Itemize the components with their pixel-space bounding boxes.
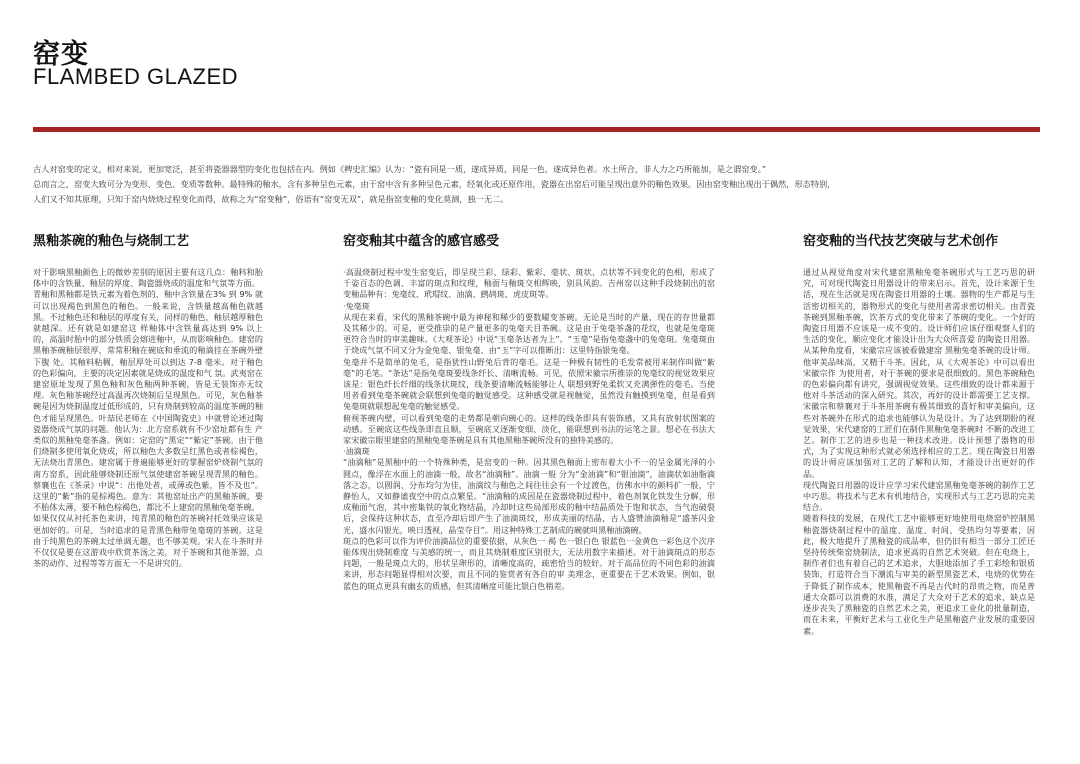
paragraph: ·兔毫斑	[343, 300, 370, 311]
page-title: 窑变	[33, 39, 89, 70]
paragraph: 通过从视觉角度对宋代建窑黑釉兔毫茶碗形式与工艺巧思的研究，可对现代陶瓷日用器设计的带来启示。首先，设计来源于生活，现在生活就是现在陶瓷日用器的土壤。器物的生产都是与生活密切相关的，器物形式的变化与使用者需求密切相关。由青瓷茶碗到黑釉茶碗，饮茶方式的变化带来了茶碗的变化。一个好的陶瓷日用器不应该是一成不变的。设计师们应该仔细观察人们的生活的变化，顺应变化才能设计出为大众所喜爱 的陶瓷日用器。从某种角度看，宋徽宗应该被看做建窑 黑釉兔毫茶碗的设计师。他审美品味高，又精于斗茶。因此，从《大观茶论》中可以看出宋徽宗作 为使用者，对于茶碗的要求是很细致的。黑色茶碗釉色的色彩偏向都有讲究，强调视觉效果。这些细致的设计都来源于他对斗茶活动的深入研究。其次，再好的设计都需要工艺支撑。宋徽宗和蔡襄对于斗茶用茶碗有极其细致的喜好和审美偏向，这些对茶碗外在形式的追求也能够认为是设计。为了达到期盼的视觉效果，宋代建窑的工匠们在制作黑釉兔毫茶碗时 不断的改进工艺。制作工艺的进步也是一种技术改进。设计预想了器物的形式，为了实现这种形式就必须选择相应的工艺。现在陶瓷日用器的设计师应该加强对工艺的了解和认知，才能设计出更好的作品。	[803, 267, 1035, 479]
paragraph: ·油滴斑	[343, 446, 370, 457]
paragraph: 现代陶瓷日用器的设计应学习宋代建窑黑釉兔毫茶碗的制作工艺中巧思。将技术与艺术有机地结合，实现形式与工艺巧思的完美结合。	[803, 479, 1035, 513]
paragraph: 俯视茶碗内壁，可以看到兔毫的走势都是朝向碗心的。这样的线条即具有装饰感，又具有放射状图案的动感。至碗底这些线条即直且顺，至碗底又逐渐变细、淡化，能联想到书法的运笔之景。想必在书法大家宋徽宗眼里建窑的黑釉兔毫茶碗是具有其他黑釉茶碗所没有的独特美感的。	[343, 412, 715, 446]
column-sensory-experience	[343, 234, 715, 592]
paragraph: 青釉和黑釉都是铁元素为着色剂的，釉中含铁量在3% 到 9% 就可以出现褐色到黑色的釉色。一般来说，含铁量越高釉色就越黑。不过釉色还和釉层的厚度有关，同样的釉色，釉层越厚釉色就越深。还有就是如建窑这 样釉体中含铁量高达到 9% 以上的，高温时胎中的部分铁质会熔进釉中，从而影响釉色。建窑的黑釉茶碗釉层很厚，常常积釉在碗底和垂流的釉滴挂在茶碗外壁下腹 处。其釉料粘稠，釉层厚处可以到达 7-8 毫米。对于釉色的色彩偏向，主要的决定因素就是烧成的温度和气 氛。武夷窑在建窑原址发现了黑色釉和灰色釉两种茶碗，皆是无装饰亦无纹理。灰色釉茶碗经过高温再次烧制后呈现黑色。可见，灰色釉茶碗是因为烧制温度过低形成的，只有烧制到较高的温度茶碗的釉色才能呈现黑色。叶喆民老师在《中国陶瓷史》中就曾论述过陶瓷器烧成气氛的问题。他认为：北方窑系就有不少窑址都有生 产类似的黑釉兔毫茶盏。例如：定窑的“黑定”“紫定”茶碗。由于他们烧制多使用氧化烧成，所以釉色大多数呈红黑色或者棕褐色，无法烧出青黑色。建窑属于普遍能够更好的掌握窑炉烧制气氛的南方窑系，因此能够烧制还原气氛使建窑茶碗呈现青黑的釉色。蔡襄也在《茶录》中说“：出他处者，或薄或色紫，皆不及也”。这里的“紫”指的是棕褐色。意为：其他窑址出产的黑釉茶碗，要不胎体太薄，要不釉色棕褐色，都比不上建窑的黑釉兔毫茶碗。	[33, 289, 263, 513]
intro-line: 总而言之，窑变大致可分为变形、变色、变质等数种。最特殊的釉水，含有多种呈色元素，由于窑中含有多种呈色元素，经氧化或还原作用，瓷器在出窑后可能呈现出意外的釉色效果。因由窑变釉出现出于偶然，形态特别，	[33, 179, 836, 189]
paragraph: 从现在来看，宋代的黑釉茶碗中最为神秘和稀少的要数曜变茶碗。无论是当时的产量，现在的存世量都 及其稀少的。可是，更受推崇的是产量更多的兔毫天目茶碗。这是由于兔毫茶盏的花纹，也就是兔毫斑更符合当时的审美趣味。《大观茶论》中说“玉毫条达者为上”。“玉毫”是指兔毫盏中的兔毫斑。兔毫斑由于烧成气氛不同又分为金兔毫、银兔毫、由“玉”字可以推断出：这里特指银兔毫。	[343, 311, 715, 356]
paragraph: 对于影响黑釉颜色上的微妙差别的原因主要有这几点：釉料和胎体中的含铁量、釉层的厚度、陶瓷器烧成的温度和气氛等方面。	[33, 267, 263, 289]
column-heading: 窑变釉的当代技艺突破与艺术创作	[803, 234, 999, 249]
paragraph: 如果仅仅从衬托茶色来讲，纯青黑的釉色的茶碗衬托效果应该是更加好的。可是，当时追求的是青黑色釉带兔毫斑的茶碗。这是由于纯黑色的茶碗太过单调无趣，也不够美观。宋人在斗茶时并不仅仅是要在这游戏中欣赏茶汤之美，对于茶碗和其他茶器，点茶的动作、过程等等方面无一不是讲究的。	[33, 513, 263, 569]
paragraph: ·高温烧制过程中发生窑变后，即呈现兰彩、绿彩、紫彩、毫状、斑状、点状等不同变化的色相，形成了千姿百态的色调、丰富的斑点和纹理，釉面与釉斑交相辉映，别具风韵。吉州窑以这种手段烧制出的窑变釉品种有：兔毫纹、玳瑁纹、油滴、鹧鸪斑、虎皮斑等。	[343, 267, 715, 300]
paragraph: 兔毫并不是简单的兔毛，是指犹性山野兔后背的毫毛。这是一种极有韧性的毛发常被用来制作叫做“紫毫”的毛笔。“条达”是指兔毫斑要线条纤长、清晰流畅。可见，依照宋徽宗所推崇的兔毫纹的视觉效果应该是：银色纤长纤细的线条状斑纹，线条要清晰流畅能够让人 联想到野兔柔软又充满弹性的毫毛。当使用者看到兔毫茶碗就会联想到兔毫的触觉感受。这种感受就是视触觉，虽然没有触摸到兔毫，但是看到兔毫斑就联想起兔毫的触觉感受。	[343, 356, 715, 412]
intro-line: 古人对窑变的定义，相对来说，更加宽泛，甚至将瓷器器型的变化也包括在内。例如《稗史汇编》认为：“瓷有同是一质，遂成异质，同是一色，遂成异色者。水土所合，非人力之巧所能加，是之谓窑变。”	[33, 164, 767, 174]
column-black-glaze-craft	[33, 234, 263, 569]
intro-line: 人们又不知其原理，只知于窑内烧烧过程变化而得，故称之为“窑变釉”，俗语有“窑变无双”，就是指窑变釉的变化莫测，独一无二。	[33, 194, 509, 204]
header-divider	[33, 127, 1040, 132]
column-contemporary-innovation	[803, 234, 1035, 637]
column-heading: 窑变釉其中蕴含的感官感受	[343, 234, 500, 249]
column-heading: 黑釉茶碗的釉色与烧制工艺	[33, 234, 190, 249]
paragraph: 斑点的色彩可以作为评价油滴品位的重要依据，从灰色一 褐 色一银白色 银蓝色一金黄色一彩色这个次序能体现出烧制难度 与美感的统一，而且其烧制难度区别很大，无法用数字来描述。对于油滴斑点的形态问题，一般是斑点大的，形状呈卵形的，清晰度高的，疏密恰当的较好。对于高品位的不同色彩的油滴来讲，形态问题显得相对次要，而且不同的鉴赏者有各自的审 美理念，更重要在于艺术效果。例如，银蓝色的斑点更具有幽玄的质感，但其清晰度可能比银白色稍差。	[343, 535, 715, 591]
paragraph: “油滴釉”是黑釉中的一个特殊种类，是窑变的一种。因其黑色釉面上密布着大小不一的呈金属光泽的小圆点，像浮在水面上的油滴一般，故名“油滴釉”。油滴一般 分为“金油滴”和“银油滴”，油滴状如油脂滴落之态，以圆润、分布均匀为佳，油滴纹与釉色之间往往会有一个过渡色，仿佛水中的颜料扩一般，宁静怡人，又如静谧夜空中的点点繁星。“油滴釉的成因是在瓷器烧制过程中，着色剂氧化铁发生分解，形成釉面气泡，其中密集铁的氧化物结晶，冷却时这些局部形成的釉中结晶质处于饱和状态，当气泡破裂后，会保持这种状态，直至冷却后即产生了油滴斑纹，形成美丽的结晶，古人盛赞油滴釉是“盛茶闪金光，盛水闪银光，映日透视，晶莹夺目”。用这种特殊工艺制成的碗就叫黑釉油滴碗。	[343, 457, 715, 535]
paragraph: 随着科技的发展，在现代工艺中能够更好地使用电烧窑炉控制黑釉瓷器烧制过程中的温度、温度、时间、受热均匀等要素，因此，极大地提升了黑釉瓷的成品率，但仍旧有相当一部分工匠还坚持传统柴窑烧制法，追求更高的自然艺术突破。但在电烧上，制作者们也有着自己的艺术追求，大胆地添加了手工彩绘和银质装饰，打造符合当下潮流与审美的新型黑瓷艺术，电烧的优势在于降低了制作成本，使黑釉瓷不再是古代时的昂贵之物，而是普通大众都可以消费的水准，满足了大众对于艺术的追求，缺点是逐步丧失了黑釉瓷的自然艺术之美，更追求工业化的批量制造，而在未来，平衡好艺术与工业化生产是黑釉瓷产业发展的重要因素。	[803, 513, 1035, 636]
page-subtitle-en: FLAMBED GLAZED	[33, 64, 239, 89]
intro-block	[33, 162, 1043, 207]
